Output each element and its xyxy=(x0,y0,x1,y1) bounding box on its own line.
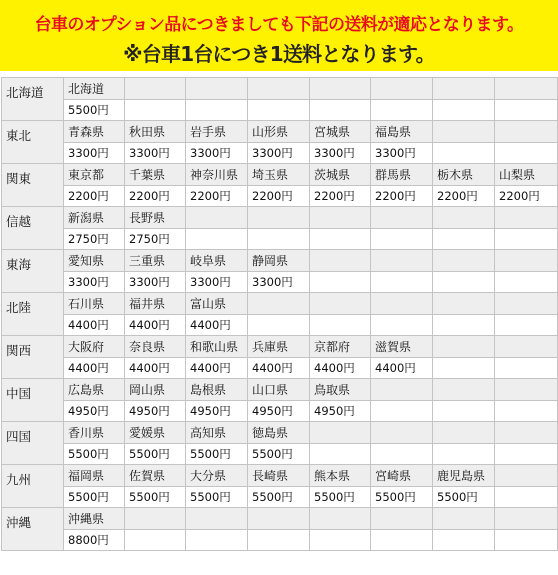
prefecture-name: 愛知県 xyxy=(64,250,125,272)
shipping-price: 5500円 xyxy=(64,487,125,508)
shipping-table-body xyxy=(2,78,558,551)
empty-cell xyxy=(495,530,558,551)
empty-cell xyxy=(186,78,248,100)
shipping-price: 5500円 xyxy=(186,444,248,465)
empty-cell xyxy=(248,100,310,121)
prefecture-name: 山形県 xyxy=(248,121,310,143)
notice-banner xyxy=(0,0,558,71)
prefecture-name: 山梨県 xyxy=(495,164,558,186)
prefecture-name: 滋賀県 xyxy=(371,336,433,358)
empty-cell xyxy=(371,530,433,551)
prefecture-name: 福井県 xyxy=(125,293,186,315)
empty-cell xyxy=(495,379,558,401)
shipping-price: 4400円 xyxy=(64,358,125,379)
empty-cell xyxy=(495,143,558,164)
empty-cell xyxy=(495,508,558,530)
shipping-price: 3300円 xyxy=(248,272,310,293)
prefecture-name: 埼玉県 xyxy=(248,164,310,186)
empty-cell xyxy=(310,272,371,293)
prefecture-row xyxy=(2,336,558,358)
shipping-price: 4950円 xyxy=(310,401,371,422)
prefecture-row xyxy=(2,422,558,444)
prefecture-name: 大分県 xyxy=(186,465,248,487)
empty-cell xyxy=(310,229,371,250)
price-row xyxy=(2,186,558,207)
prefecture-name: 神奈川県 xyxy=(186,164,248,186)
prefecture-name: 静岡県 xyxy=(248,250,310,272)
empty-cell xyxy=(371,315,433,336)
empty-cell xyxy=(495,422,558,444)
prefecture-name: 福岡県 xyxy=(64,465,125,487)
region-label: 沖縄 xyxy=(2,508,64,551)
empty-cell xyxy=(248,293,310,315)
shipping-price: 2200円 xyxy=(495,186,558,207)
shipping-price: 5500円 xyxy=(371,487,433,508)
empty-cell xyxy=(495,250,558,272)
empty-cell xyxy=(495,100,558,121)
shipping-price: 5500円 xyxy=(248,487,310,508)
shipping-price: 2200円 xyxy=(64,186,125,207)
empty-cell xyxy=(186,100,248,121)
shipping-price: 5500円 xyxy=(310,487,371,508)
notice-line-per-cart: ※台車1台につき1送料となります。 xyxy=(123,42,435,66)
price-row xyxy=(2,530,558,551)
empty-cell xyxy=(371,508,433,530)
shipping-price: 3300円 xyxy=(186,143,248,164)
prefecture-name: 宮城県 xyxy=(310,121,371,143)
shipping-price: 3300円 xyxy=(371,143,433,164)
empty-cell xyxy=(433,315,495,336)
prefecture-name: 愛媛県 xyxy=(125,422,186,444)
empty-cell xyxy=(433,422,495,444)
shipping-price: 4400円 xyxy=(186,315,248,336)
empty-cell xyxy=(371,422,433,444)
empty-cell xyxy=(371,293,433,315)
prefecture-name: 長野県 xyxy=(125,207,186,229)
prefecture-name: 富山県 xyxy=(186,293,248,315)
shipping-price: 5500円 xyxy=(125,487,186,508)
shipping-price: 5500円 xyxy=(64,100,125,121)
empty-cell xyxy=(125,508,186,530)
shipping-price: 2200円 xyxy=(125,186,186,207)
empty-cell xyxy=(433,444,495,465)
prefecture-row xyxy=(2,379,558,401)
empty-cell xyxy=(433,401,495,422)
empty-cell xyxy=(495,487,558,508)
prefecture-name: 山口県 xyxy=(248,379,310,401)
shipping-price: 5500円 xyxy=(186,487,248,508)
empty-cell xyxy=(495,358,558,379)
prefecture-name: 熊本県 xyxy=(310,465,371,487)
shipping-price: 2200円 xyxy=(248,186,310,207)
prefecture-name: 千葉県 xyxy=(125,164,186,186)
price-row xyxy=(2,401,558,422)
prefecture-name: 新潟県 xyxy=(64,207,125,229)
prefecture-name: 高知県 xyxy=(186,422,248,444)
empty-cell xyxy=(248,315,310,336)
empty-cell xyxy=(495,229,558,250)
prefecture-name: 京都府 xyxy=(310,336,371,358)
empty-cell xyxy=(433,336,495,358)
empty-cell xyxy=(433,78,495,100)
prefecture-name: 福島県 xyxy=(371,121,433,143)
shipping-price: 4400円 xyxy=(310,358,371,379)
shipping-price: 4400円 xyxy=(64,315,125,336)
empty-cell xyxy=(433,121,495,143)
region-label: 東北 xyxy=(2,121,64,164)
empty-cell xyxy=(310,315,371,336)
prefecture-name: 岩手県 xyxy=(186,121,248,143)
empty-cell xyxy=(495,444,558,465)
shipping-price: 3300円 xyxy=(186,272,248,293)
price-row xyxy=(2,143,558,164)
empty-cell xyxy=(371,78,433,100)
prefecture-name: 石川県 xyxy=(64,293,125,315)
prefecture-name: 長崎県 xyxy=(248,465,310,487)
shipping-price: 5500円 xyxy=(248,444,310,465)
shipping-price: 4950円 xyxy=(125,401,186,422)
empty-cell xyxy=(433,143,495,164)
prefecture-name: 東京都 xyxy=(64,164,125,186)
region-label: 北海道 xyxy=(2,78,64,121)
price-row xyxy=(2,100,558,121)
empty-cell xyxy=(495,315,558,336)
prefecture-row xyxy=(2,207,558,229)
prefecture-name: 香川県 xyxy=(64,422,125,444)
empty-cell xyxy=(433,508,495,530)
prefecture-name: 群馬県 xyxy=(371,164,433,186)
empty-cell xyxy=(495,401,558,422)
shipping-fee-table xyxy=(1,77,558,551)
shipping-price: 4950円 xyxy=(64,401,125,422)
empty-cell xyxy=(371,207,433,229)
empty-cell xyxy=(371,379,433,401)
prefecture-row xyxy=(2,164,558,186)
prefecture-name: 鹿児島県 xyxy=(433,465,495,487)
prefecture-row xyxy=(2,78,558,100)
empty-cell xyxy=(186,530,248,551)
prefecture-name: 大阪府 xyxy=(64,336,125,358)
shipping-price: 3300円 xyxy=(310,143,371,164)
shipping-price: 4400円 xyxy=(371,358,433,379)
shipping-price: 3300円 xyxy=(64,272,125,293)
shipping-price: 3300円 xyxy=(248,143,310,164)
empty-cell xyxy=(186,508,248,530)
shipping-price: 3300円 xyxy=(64,143,125,164)
empty-cell xyxy=(310,293,371,315)
prefecture-name: 沖縄県 xyxy=(64,508,125,530)
empty-cell xyxy=(371,444,433,465)
region-label: 九州 xyxy=(2,465,64,508)
prefecture-row xyxy=(2,293,558,315)
region-label: 信越 xyxy=(2,207,64,250)
empty-cell xyxy=(125,78,186,100)
prefecture-row xyxy=(2,250,558,272)
prefecture-name: 島根県 xyxy=(186,379,248,401)
prefecture-row xyxy=(2,121,558,143)
empty-cell xyxy=(371,401,433,422)
shipping-price: 4400円 xyxy=(125,315,186,336)
empty-cell xyxy=(495,293,558,315)
shipping-price: 5500円 xyxy=(125,444,186,465)
shipping-price: 2200円 xyxy=(433,186,495,207)
empty-cell xyxy=(495,272,558,293)
shipping-price: 3300円 xyxy=(125,272,186,293)
price-row xyxy=(2,358,558,379)
prefecture-row xyxy=(2,508,558,530)
shipping-price: 2200円 xyxy=(186,186,248,207)
empty-cell xyxy=(433,379,495,401)
price-row xyxy=(2,315,558,336)
empty-cell xyxy=(310,444,371,465)
prefecture-name: 宮崎県 xyxy=(371,465,433,487)
region-label: 北陸 xyxy=(2,293,64,336)
shipping-price: 4400円 xyxy=(125,358,186,379)
prefecture-name: 茨城県 xyxy=(310,164,371,186)
shipping-table-container xyxy=(0,77,558,551)
empty-cell xyxy=(495,78,558,100)
empty-cell xyxy=(371,272,433,293)
region-label: 東海 xyxy=(2,250,64,293)
empty-cell xyxy=(371,229,433,250)
shipping-price: 5500円 xyxy=(433,487,495,508)
prefecture-name: 岐阜県 xyxy=(186,250,248,272)
empty-cell xyxy=(433,250,495,272)
prefecture-row xyxy=(2,465,558,487)
prefecture-name: 鳥取県 xyxy=(310,379,371,401)
empty-cell xyxy=(310,100,371,121)
empty-cell xyxy=(433,229,495,250)
empty-cell xyxy=(433,358,495,379)
notice-line-option-shipping: 台車のオプション品につきましても下記の送料が適応となります。 xyxy=(34,15,524,35)
shipping-price: 2200円 xyxy=(371,186,433,207)
empty-cell xyxy=(495,121,558,143)
prefecture-name: 佐賀県 xyxy=(125,465,186,487)
prefecture-name: 和歌山県 xyxy=(186,336,248,358)
empty-cell xyxy=(248,508,310,530)
price-row xyxy=(2,444,558,465)
empty-cell xyxy=(371,250,433,272)
prefecture-name: 兵庫県 xyxy=(248,336,310,358)
empty-cell xyxy=(186,207,248,229)
prefecture-name: 栃木県 xyxy=(433,164,495,186)
shipping-price: 5500円 xyxy=(64,444,125,465)
price-row xyxy=(2,229,558,250)
prefecture-name: 青森県 xyxy=(64,121,125,143)
region-label: 関西 xyxy=(2,336,64,379)
prefecture-name: 秋田県 xyxy=(125,121,186,143)
region-label: 四国 xyxy=(2,422,64,465)
price-row xyxy=(2,272,558,293)
empty-cell xyxy=(433,207,495,229)
shipping-price: 2750円 xyxy=(125,229,186,250)
prefecture-name: 徳島県 xyxy=(248,422,310,444)
price-row xyxy=(2,487,558,508)
region-label: 関東 xyxy=(2,164,64,207)
empty-cell xyxy=(125,530,186,551)
shipping-price: 4400円 xyxy=(248,358,310,379)
empty-cell xyxy=(495,336,558,358)
empty-cell xyxy=(125,100,186,121)
prefecture-name: 北海道 xyxy=(64,78,125,100)
empty-cell xyxy=(248,78,310,100)
empty-cell xyxy=(186,229,248,250)
prefecture-name: 岡山県 xyxy=(125,379,186,401)
shipping-price: 8800円 xyxy=(64,530,125,551)
empty-cell xyxy=(310,422,371,444)
empty-cell xyxy=(310,530,371,551)
empty-cell xyxy=(495,465,558,487)
prefecture-name: 広島県 xyxy=(64,379,125,401)
shipping-price: 3300円 xyxy=(125,143,186,164)
empty-cell xyxy=(433,293,495,315)
empty-cell xyxy=(248,229,310,250)
shipping-price: 4950円 xyxy=(186,401,248,422)
empty-cell xyxy=(248,530,310,551)
shipping-price: 4950円 xyxy=(248,401,310,422)
empty-cell xyxy=(248,207,310,229)
shipping-price: 2200円 xyxy=(310,186,371,207)
empty-cell xyxy=(433,100,495,121)
shipping-price: 2750円 xyxy=(64,229,125,250)
empty-cell xyxy=(310,508,371,530)
prefecture-name: 三重県 xyxy=(125,250,186,272)
empty-cell xyxy=(310,250,371,272)
shipping-price: 4400円 xyxy=(186,358,248,379)
empty-cell xyxy=(310,78,371,100)
empty-cell xyxy=(433,272,495,293)
empty-cell xyxy=(495,207,558,229)
empty-cell xyxy=(310,207,371,229)
prefecture-name: 奈良県 xyxy=(125,336,186,358)
region-label: 中国 xyxy=(2,379,64,422)
empty-cell xyxy=(433,530,495,551)
empty-cell xyxy=(371,100,433,121)
